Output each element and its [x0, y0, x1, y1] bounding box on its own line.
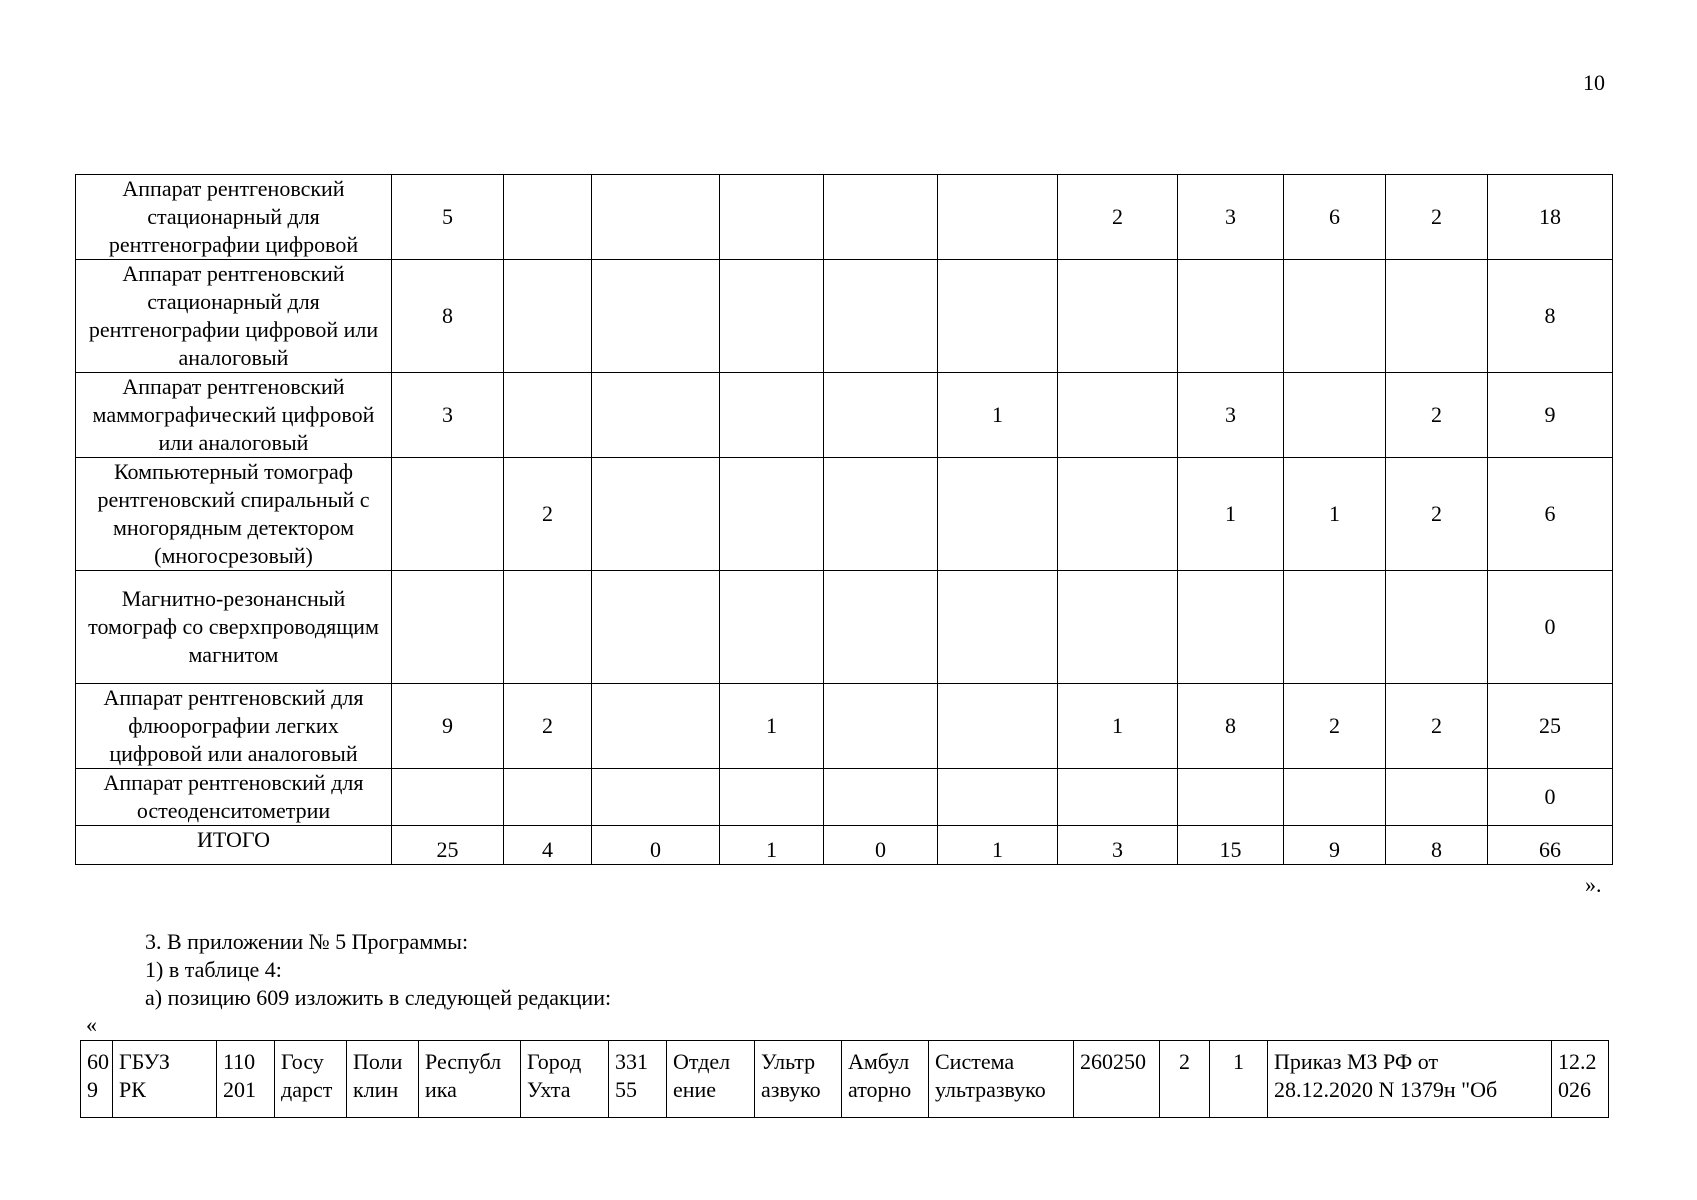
count-cell: 5 — [392, 175, 504, 260]
count-cell: 9 — [1488, 373, 1613, 458]
count-cell — [1386, 260, 1488, 373]
position-row — [81, 1041, 1609, 1118]
count-cell — [720, 260, 824, 373]
total-cell: 1 — [720, 826, 824, 865]
count-cell: 2 — [1386, 684, 1488, 769]
count-cell — [824, 571, 938, 684]
position-cell: ГБУЗ РК — [113, 1041, 217, 1118]
count-cell — [1058, 458, 1178, 571]
position-cell: Ультр азвуко — [755, 1041, 842, 1118]
count-cell — [1058, 571, 1178, 684]
count-cell: 2 — [504, 458, 592, 571]
equipment-row — [76, 571, 1613, 684]
paragraph-table-ref: 1) в таблице 4: — [145, 957, 282, 982]
count-cell — [824, 684, 938, 769]
equipment-name: Аппарат рентгеновский стационарный для рентгенографии цифровой или аналоговый — [76, 260, 392, 373]
count-cell — [392, 769, 504, 826]
count-cell — [1178, 769, 1284, 826]
count-cell: 3 — [392, 373, 504, 458]
count-cell: 1 — [1178, 458, 1284, 571]
total-cell: 4 — [504, 826, 592, 865]
count-cell — [720, 571, 824, 684]
count-cell: 1 — [720, 684, 824, 769]
count-cell — [592, 175, 720, 260]
count-cell: 6 — [1488, 458, 1613, 571]
count-cell — [592, 458, 720, 571]
count-cell — [824, 769, 938, 826]
count-cell: 6 — [1284, 175, 1386, 260]
count-cell: 2 — [1284, 684, 1386, 769]
count-cell — [592, 769, 720, 826]
total-cell: 66 — [1488, 826, 1613, 865]
position-cell: 60 9 — [81, 1041, 113, 1118]
count-cell — [592, 571, 720, 684]
count-cell — [720, 175, 824, 260]
position-cell: Приказ МЗ РФ от 28.12.2020 N 1379н "Об — [1268, 1041, 1552, 1118]
total-label: ИТОГО — [76, 826, 392, 865]
total-cell: 3 — [1058, 826, 1178, 865]
total-cell: 15 — [1178, 826, 1284, 865]
count-cell — [938, 769, 1058, 826]
position-cell: Система ультразвуко — [929, 1041, 1074, 1118]
position-cell: 12.2 026 — [1552, 1041, 1609, 1118]
paragraph-position: а) позицию 609 изложить в следующей редакции: — [145, 985, 612, 1010]
count-cell: 9 — [392, 684, 504, 769]
count-cell — [504, 373, 592, 458]
count-cell: 2 — [1386, 458, 1488, 571]
count-cell: 2 — [1058, 175, 1178, 260]
total-row — [76, 826, 1613, 865]
closing-quote: ». — [1585, 872, 1602, 897]
count-cell: 2 — [1386, 175, 1488, 260]
count-cell — [938, 571, 1058, 684]
equipment-row — [76, 684, 1613, 769]
equipment-row — [76, 373, 1613, 458]
count-cell — [1386, 769, 1488, 826]
equipment-row — [76, 175, 1613, 260]
count-cell — [504, 260, 592, 373]
count-cell: 1 — [1058, 684, 1178, 769]
count-cell — [1284, 571, 1386, 684]
count-cell: 8 — [1488, 260, 1613, 373]
count-cell — [1386, 571, 1488, 684]
position-cell: 260250 — [1074, 1041, 1160, 1118]
count-cell — [1058, 373, 1178, 458]
count-cell: 2 — [504, 684, 592, 769]
equipment-name: Компьютерный томограф рентгеновский спиральный с многорядным детектором (многосрезовый) — [76, 458, 392, 571]
count-cell: 18 — [1488, 175, 1613, 260]
total-cell: 1 — [938, 826, 1058, 865]
equipment-row — [76, 769, 1613, 826]
equipment-name: Аппарат рентгеновский для флюорографии легких цифровой или аналоговый — [76, 684, 392, 769]
count-cell — [1058, 260, 1178, 373]
position-cell: Поли клин — [347, 1041, 419, 1118]
total-cell: 0 — [824, 826, 938, 865]
count-cell — [392, 458, 504, 571]
count-cell — [1284, 260, 1386, 373]
count-cell — [1284, 373, 1386, 458]
total-cell: 9 — [1284, 826, 1386, 865]
count-cell — [1178, 571, 1284, 684]
count-cell: 0 — [1488, 571, 1613, 684]
paragraph-appendix: 3. В приложении № 5 Программы: — [145, 929, 469, 954]
page-number: 10 — [1583, 70, 1605, 95]
equipment-name: Аппарат рентгеновский стационарный для рентгенографии цифровой — [76, 175, 392, 260]
count-cell — [592, 684, 720, 769]
count-cell — [720, 458, 824, 571]
position-609-table — [80, 1040, 1609, 1118]
count-cell — [504, 175, 592, 260]
count-cell — [1284, 769, 1386, 826]
count-cell: 2 — [1386, 373, 1488, 458]
count-cell: 25 — [1488, 684, 1613, 769]
opening-quote: « — [86, 1012, 97, 1037]
equipment-name: Аппарат рентгеновский для остеоденситометрии — [76, 769, 392, 826]
position-cell: 331 55 — [609, 1041, 667, 1118]
position-cell: 110 201 — [217, 1041, 275, 1118]
count-cell — [824, 175, 938, 260]
count-cell — [720, 373, 824, 458]
equipment-table — [75, 174, 1613, 865]
count-cell: 8 — [1178, 684, 1284, 769]
total-cell: 8 — [1386, 826, 1488, 865]
count-cell — [504, 769, 592, 826]
count-cell: 3 — [1178, 175, 1284, 260]
count-cell — [1058, 769, 1178, 826]
count-cell: 3 — [1178, 373, 1284, 458]
count-cell: 8 — [392, 260, 504, 373]
count-cell — [504, 571, 592, 684]
count-cell — [938, 175, 1058, 260]
position-cell: 2 — [1160, 1041, 1210, 1118]
position-cell: Город Ухта — [521, 1041, 609, 1118]
count-cell — [720, 769, 824, 826]
position-cell: Республ ика — [419, 1041, 521, 1118]
total-cell: 25 — [392, 826, 504, 865]
count-cell — [824, 458, 938, 571]
count-cell — [392, 571, 504, 684]
count-cell: 0 — [1488, 769, 1613, 826]
count-cell — [824, 260, 938, 373]
position-cell: Госу дарст — [275, 1041, 347, 1118]
position-cell: Амбул аторно — [842, 1041, 929, 1118]
equipment-row — [76, 260, 1613, 373]
count-cell — [824, 373, 938, 458]
position-cell: Отдел ение — [667, 1041, 755, 1118]
position-cell: 1 — [1210, 1041, 1268, 1118]
equipment-name: Магнитно-резонансный томограф со сверхпроводящим магнитом — [76, 571, 392, 684]
count-cell — [592, 260, 720, 373]
count-cell: 1 — [938, 373, 1058, 458]
count-cell — [938, 458, 1058, 571]
count-cell: 1 — [1284, 458, 1386, 571]
count-cell — [938, 260, 1058, 373]
count-cell — [1178, 260, 1284, 373]
equipment-name: Аппарат рентгеновский маммографический цифровой или аналоговый — [76, 373, 392, 458]
count-cell — [938, 684, 1058, 769]
total-cell: 0 — [592, 826, 720, 865]
equipment-row — [76, 458, 1613, 571]
count-cell — [592, 373, 720, 458]
